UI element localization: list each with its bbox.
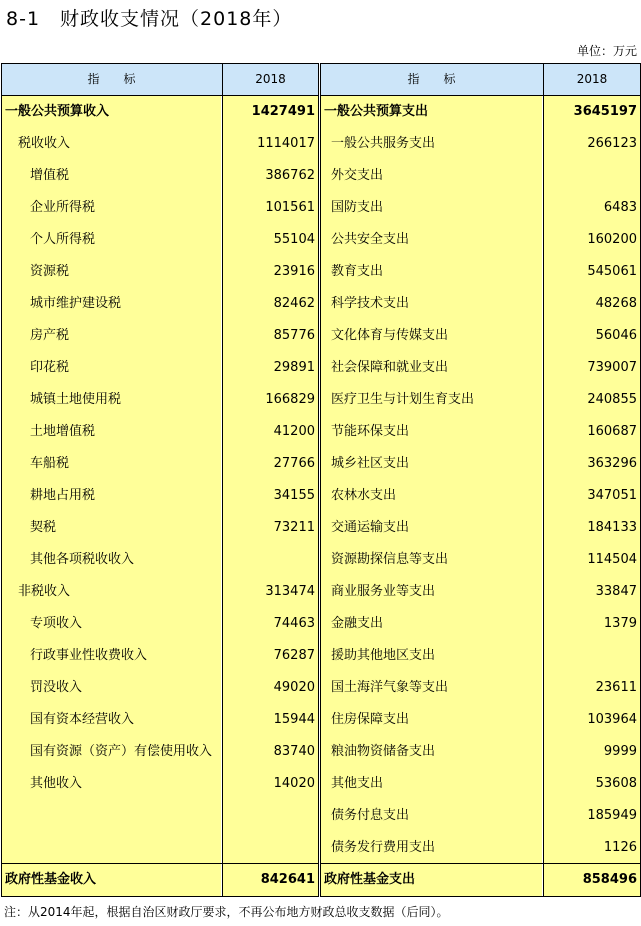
table-row (321, 704, 640, 736)
row-label: 文化体育与传媒支出 (331, 328, 449, 343)
table-row (2, 448, 318, 480)
row-label: 罚没收入 (30, 680, 83, 695)
row-label: 行政事业性收费收入 (30, 648, 148, 663)
row-label: 资源税 (30, 264, 70, 279)
row-label: 房产税 (30, 328, 70, 343)
table-row (321, 768, 640, 800)
row-label: 公共安全支出 (331, 232, 410, 247)
table-row (321, 448, 640, 480)
row-label: 企业所得税 (30, 200, 96, 215)
table-row (2, 192, 318, 224)
row-value: 166829 (265, 392, 315, 407)
row-label: 社会保障和就业支出 (331, 360, 449, 375)
row-value: 53608 (595, 776, 637, 791)
table-row (2, 256, 318, 288)
row-label: 粮油物资储备支出 (331, 744, 436, 759)
row-value: 266123 (587, 136, 637, 151)
row-label: 一般公共预算支出 (324, 104, 429, 119)
table-row (321, 160, 640, 192)
row-label: 其他收入 (30, 776, 83, 791)
row-value: 347051 (587, 488, 637, 503)
row-value: 114504 (587, 552, 637, 567)
expenditure-table (320, 63, 641, 897)
row-label: 专项收入 (30, 616, 83, 631)
row-value: 83740 (273, 744, 315, 759)
row-value: 9999 (603, 744, 637, 759)
table-row (321, 288, 640, 320)
row-value: 1427491 (251, 104, 315, 119)
footnote: 注：从2014年起，根据自治区财政厅要求，不再公布地方财政总收支数据（后同）。 (4, 905, 449, 919)
row-label: 一般公共预算收入 (5, 104, 110, 119)
table-row (2, 288, 318, 320)
row-value: 313474 (265, 584, 315, 599)
row-value: 160200 (587, 232, 637, 247)
expenditure-footer-row (321, 863, 640, 896)
table-row (321, 576, 640, 608)
row-label: 车船税 (30, 456, 70, 471)
expenditure-rows (321, 96, 640, 864)
row-value: 23611 (595, 680, 637, 695)
row-value: 48268 (595, 296, 637, 311)
table-row (321, 480, 640, 512)
table-row (2, 320, 318, 352)
row-value: 73211 (273, 520, 315, 535)
row-value: 160687 (587, 424, 637, 439)
row-label: 外交支出 (331, 168, 384, 183)
row-value: 103964 (587, 712, 637, 727)
table-row (2, 640, 318, 672)
row-value: 34155 (273, 488, 315, 503)
row-label: 政府性基金支出 (324, 872, 416, 887)
row-value: 1114017 (257, 136, 315, 151)
table-row (321, 800, 640, 832)
row-label: 土地增值税 (30, 424, 96, 439)
row-value: 15944 (273, 712, 315, 727)
row-label: 城市维护建设税 (30, 296, 122, 311)
table-row (2, 96, 318, 128)
row-label: 城镇土地使用税 (30, 392, 122, 407)
table-row (321, 192, 640, 224)
header-year: 2018 (543, 64, 640, 95)
table-row (321, 320, 640, 352)
row-value: 85776 (273, 328, 315, 343)
row-value: 240855 (587, 392, 637, 407)
row-label: 国有资源（资产）有偿使用收入 (30, 744, 213, 759)
row-label: 税收收入 (18, 136, 71, 151)
row-value: 842641 (260, 872, 315, 887)
table-row (2, 704, 318, 736)
row-value: 82462 (273, 296, 315, 311)
table-row (2, 128, 318, 160)
row-label: 政府性基金收入 (5, 872, 97, 887)
table-row (2, 480, 318, 512)
row-value: 185949 (587, 808, 637, 823)
row-label: 债务发行费用支出 (331, 840, 436, 855)
income-footer-row (2, 863, 318, 896)
row-value: 363296 (587, 456, 637, 471)
table-row (2, 608, 318, 640)
row-label: 债务付息支出 (331, 808, 410, 823)
row-label: 其他支出 (331, 776, 384, 791)
row-value: 49020 (273, 680, 315, 695)
row-value: 386762 (265, 168, 315, 183)
table-row (321, 672, 640, 704)
row-label: 交通运输支出 (331, 520, 410, 535)
header-indicator: 指 标 (87, 72, 136, 86)
row-value: 739007 (587, 360, 637, 375)
row-value: 56046 (595, 328, 637, 343)
row-value: 1126 (603, 840, 637, 855)
row-label: 国防支出 (331, 200, 384, 215)
page-title: 8-1 财政收支情况（2018年） (6, 8, 293, 30)
table-row (2, 544, 318, 576)
row-label: 科学技术支出 (331, 296, 410, 311)
row-value: 55104 (273, 232, 315, 247)
row-label: 医疗卫生与计划生育支出 (331, 392, 475, 407)
row-value: 858496 (582, 872, 637, 887)
row-label: 其他各项税收收入 (30, 552, 135, 567)
table-row (2, 512, 318, 544)
row-label: 资源勘探信息等支出 (331, 552, 449, 567)
row-value: 23916 (273, 264, 315, 279)
table-row (2, 160, 318, 192)
row-label: 农林水支出 (331, 488, 397, 503)
table-row (321, 224, 640, 256)
table-row (321, 128, 640, 160)
row-label: 援助其他地区支出 (331, 648, 436, 663)
table-row (2, 352, 318, 384)
row-value: 27766 (273, 456, 315, 471)
table-header (2, 64, 318, 96)
row-value: 184133 (587, 520, 637, 535)
row-value: 6483 (603, 200, 637, 215)
table-row (321, 640, 640, 672)
table-row (321, 96, 640, 128)
table-row (2, 672, 318, 704)
row-label: 非税收入 (18, 584, 71, 599)
header-indicator: 指 标 (407, 72, 456, 86)
table-row (2, 416, 318, 448)
table-row (321, 352, 640, 384)
table-row (2, 736, 318, 768)
row-value: 33847 (595, 584, 637, 599)
row-label: 契税 (30, 520, 57, 535)
row-label: 个人所得税 (30, 232, 96, 247)
row-value: 1379 (603, 616, 637, 631)
row-label: 城乡社区支出 (331, 456, 410, 471)
table-header (321, 64, 640, 96)
row-value: 3645197 (573, 104, 637, 119)
row-value: 545061 (587, 264, 637, 279)
row-label: 金融支出 (331, 616, 384, 631)
row-label: 国土海洋气象等支出 (331, 680, 449, 695)
row-label: 耕地占用税 (30, 488, 96, 503)
row-label: 教育支出 (331, 264, 384, 279)
row-label: 增值税 (30, 168, 70, 183)
table-row (2, 768, 318, 800)
table-row (321, 608, 640, 640)
table-row (321, 736, 640, 768)
table-row (321, 544, 640, 576)
income-rows (2, 96, 318, 800)
unit-label: 单位：万元 (576, 44, 637, 58)
table-row (321, 832, 640, 864)
row-value: 76287 (273, 648, 315, 663)
row-label: 国有资本经营收入 (30, 712, 135, 727)
row-value: 29891 (273, 360, 315, 375)
table-row (2, 224, 318, 256)
row-value: 74463 (273, 616, 315, 631)
row-label: 商业服务业等支出 (331, 584, 436, 599)
row-label: 住房保障支出 (331, 712, 410, 727)
table-row (2, 576, 318, 608)
income-table (1, 63, 319, 897)
header-year: 2018 (222, 64, 318, 95)
row-value: 14020 (273, 776, 315, 791)
row-label: 节能环保支出 (331, 424, 410, 439)
table-row (321, 256, 640, 288)
table-row (2, 384, 318, 416)
table-row (321, 416, 640, 448)
row-value: 101561 (265, 200, 315, 215)
table-row (321, 384, 640, 416)
row-label: 印花税 (30, 360, 70, 375)
table-row (321, 512, 640, 544)
row-value: 41200 (273, 424, 315, 439)
row-label: 一般公共服务支出 (331, 136, 436, 151)
